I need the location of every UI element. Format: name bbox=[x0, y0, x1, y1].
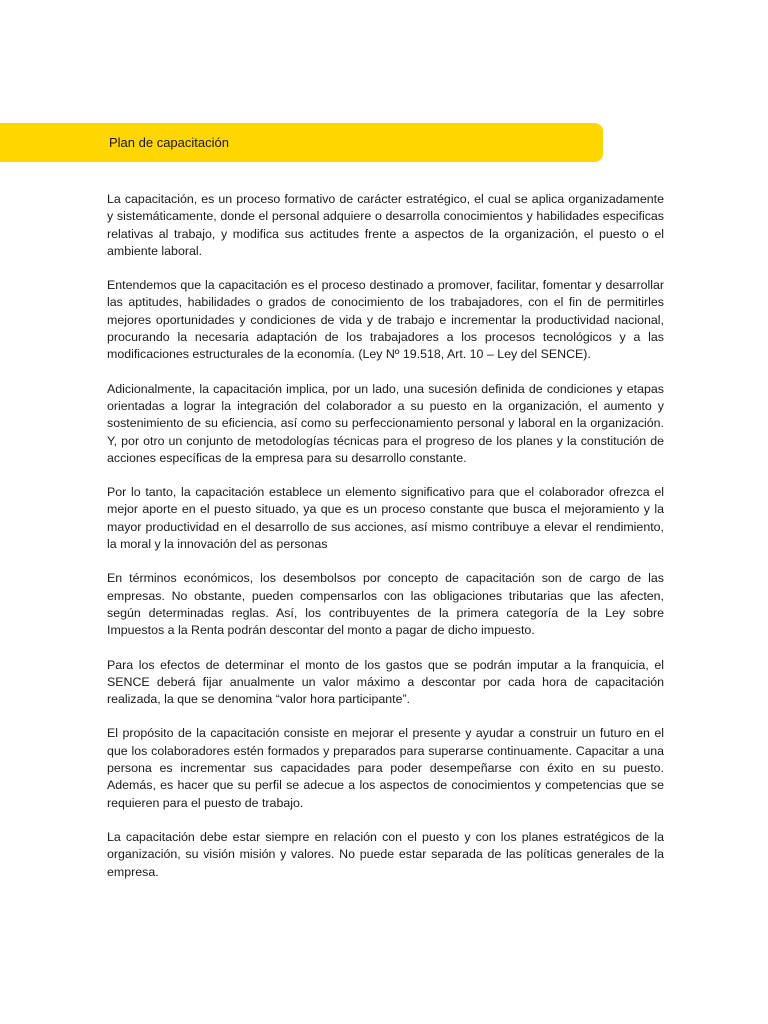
paragraph: La capacitación, es un proceso formativo de carácter estratégico, el cual se aplica organizadamente y sistemáticamente, donde el personal adquiere o desarrolla conocimientos y habilidades especificas relativas al trabajo, y modifica sus actitudes frente a aspectos de la organización, el puesto o el ambiente laboral. bbox=[107, 192, 664, 258]
section-title: Plan de capacitación bbox=[109, 135, 229, 150]
paragraph: Para los efectos de determinar el monto de los gastos que se podrán imputar a la franquicia, el SENCE deberá fijar anualmente un valor máximo a descontar por cada hora de capacitación realizada, la que se denomina “valor hora participante”. bbox=[107, 657, 664, 707]
section-header-banner bbox=[0, 123, 603, 162]
paragraph: Adicionalmente, la capacitación implica, por un lado, una sucesión definida de condiciones y etapas orientadas a lograr la integración del colaborador a su puesto en la organización, el aumento y sostenimiento de su eficiencia, así como su perfeccionamiento personal y laboral en la organización. Y, por otro un conjunto de metodologías técnicas para el progreso de los planes y la constitución de acciones específicas de la empresa para su desarrollo constante. bbox=[107, 381, 664, 465]
paragraph: Por lo tanto, la capacitación establece un elemento significativo para que el colaborador ofrezca el mejor aporte en el puesto situado, ya que es un proceso constante que busca el mejoramiento y la mayor productividad en el desarrollo de sus acciones, así mismo contribuye a elevar el rendimiento, la moral y la innovación del as personas bbox=[107, 485, 664, 552]
paragraph: El propósito de la capacitación consiste en mejorar el presente y ayudar a construir un futuro en el que los colaboradores estén formados y preparados para superarse continuamente. Capacitar a una persona es incrementar sus capacidades para poder desempeñarse con éxito en su puesto. Además, es hacer que su perfil se adecue a los aspectos de conocimientos y competencias que se requieren para el puesto de trabajo. bbox=[107, 726, 664, 810]
paragraph: En términos económicos, los desembolsos por concepto de capacitación son de cargo de las empresas. No obstante, pueden compensarlos con las obligaciones tributarias que las afecten, según determinadas reglas. Así, los contribuyentes de la primera categoría de la Ley sobre Impuestos a la Renta podrán descontar del monto a pagar de dicho impuesto. bbox=[107, 571, 664, 638]
paragraph: Entendemos que la capacitación es el proceso destinado a promover, facilitar, fomentar y desarrollar las aptitudes, habilidades o grados de conocimiento de los trabajadores, con el fin de permitirles mejores oportunidades y condiciones de vida y de trabajo e incrementar la productividad nacional, procurando la necesaria adaptación de los trabajadores a los procesos tecnológicos y a las modificaciones estructurales de la economía. (Ley Nº 19.518, Art. 10 – Ley del SENCE). bbox=[107, 278, 664, 362]
document-body bbox=[107, 191, 664, 881]
paragraph: La capacitación debe estar siempre en relación con el puesto y con los planes estratégicos de la organización, su visión misión y valores. No puede estar separada de las políticas generales de la empresa. bbox=[107, 829, 664, 879]
